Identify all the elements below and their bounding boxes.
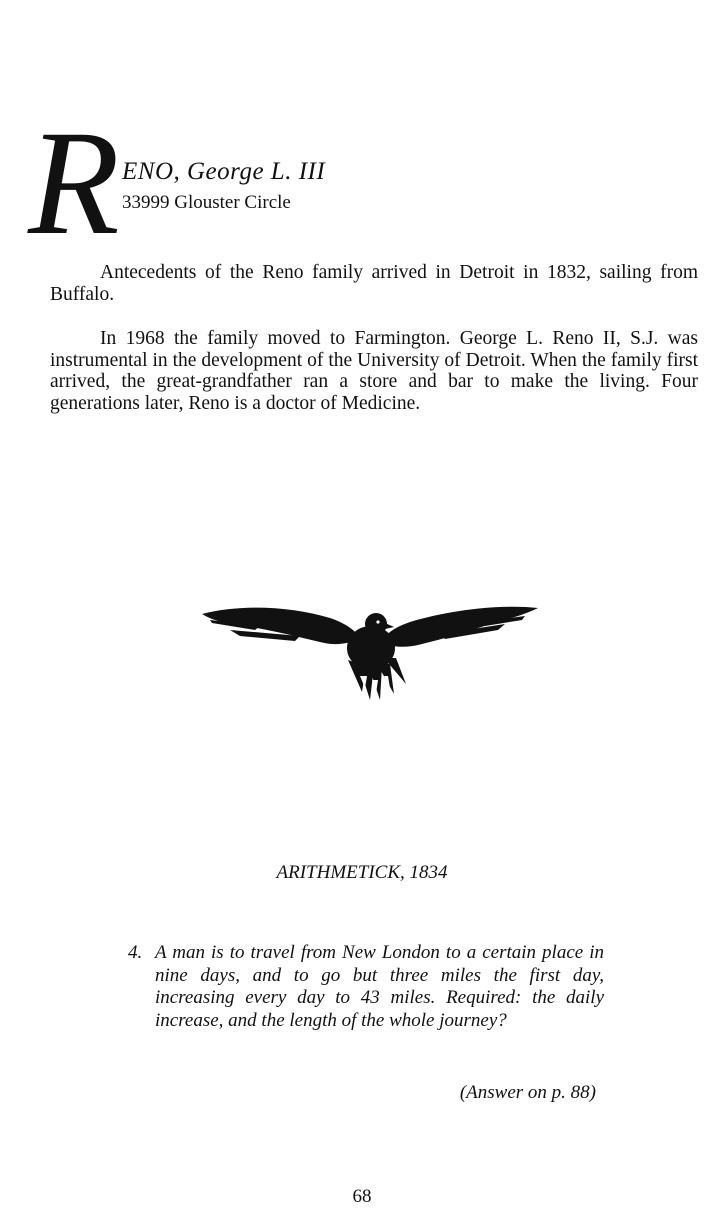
paragraph-antecedents: Antecedents of the Reno family arrived in Detroit in 1832, sailing from Buffalo. <box>50 262 698 305</box>
problem-number: 4. <box>128 942 143 963</box>
drop-cap-initial: R <box>28 100 120 266</box>
answer-reference: (Answer on p. 88) <box>459 1082 596 1103</box>
address-line: 33999 Glouster Circle <box>122 192 291 213</box>
page-number: 68 <box>352 1186 372 1207</box>
eagle-icon <box>200 596 540 706</box>
problem-text: A man is to travel from New London to a certain place in nine days, and to go but three miles the first day, increasing every day to 43 miles. Required: the daily increase, and the length of the whole journey? <box>155 942 604 1031</box>
paragraph-history: In 1968 the family moved to Farmington. George L. Reno II, S.J. was instrumental in the development of the University of Detroit. When the family first arrived, the great-grandfather ran a store and bar to make the living. Four generations later, Reno is a doctor of Medicine. <box>50 328 698 414</box>
family-name-heading: ENO, George L. III <box>122 158 326 185</box>
arithmetic-problem <box>128 942 604 1032</box>
arithmetick-title: ARITHMETICK, 1834 <box>276 862 448 883</box>
